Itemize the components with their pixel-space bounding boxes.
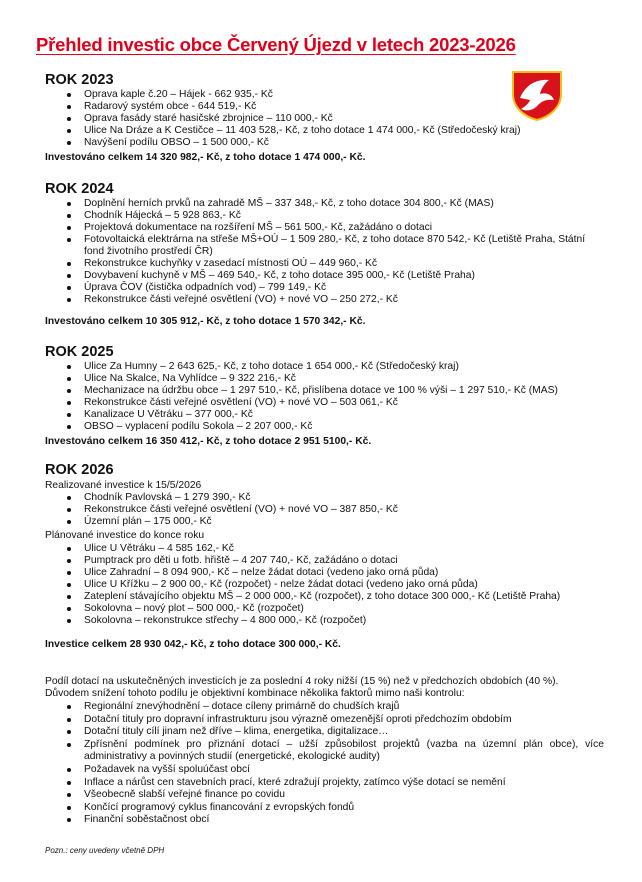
list-item: Dovybavení kuchyně v MŠ – 469 540,- Kč, z toho dotace 395 000,- Kč (Letiště Praha): [84, 270, 604, 282]
total-2024: Investováno celkem 10 305 912,- Kč, z toho dotace 1 570 342,- Kč.: [45, 316, 366, 327]
list-2024: [84, 198, 604, 306]
list-item: Ulice Zahradní – 8 094 900,- Kč – nelze žádat dotaci (vedeno jako orná půda): [84, 567, 604, 579]
list-item: Inflace a nárůst cen stavebních prací, které zdražují projekty, zatímco výše dotací se nemění: [84, 777, 604, 790]
list-item: Sokolovna – rekonstrukce střechy – 4 800 000,- Kč (rozpočet): [84, 615, 604, 627]
list-item: Projektová dokumentace na rozšíření MŠ – 561 500,- Kč, zažádáno o dotaci: [84, 222, 604, 234]
list-item: Zateplení stávajícího objektu MŠ – 2 000 000,- Kč (rozpočet), z toho dotace 300 000,- Kč (Letiště Praha): [84, 591, 604, 603]
total-2026: Investice celkem 28 930 042,- Kč, z toho dotace 300 000,- Kč.: [45, 639, 341, 650]
total-2025: Investováno celkem 16 350 412,- Kč, z toho dotace 2 951 5100,- Kč.: [45, 436, 372, 447]
heading-2025: ROK 2025: [45, 344, 114, 360]
list-item: Finanční soběstačnost obcí: [84, 814, 604, 827]
list-item: Doplnění herních prvků na zahradě MŠ – 337 348,- Kč, z toho dotace 304 800,- Kč (MAS): [84, 198, 604, 210]
list-item: Navýšení podílu OBSO – 1 500 000,- Kč: [84, 137, 604, 149]
list-item: Ulice U Větráku – 4 585 162,- Kč: [84, 543, 604, 555]
heading-2024: ROK 2024: [45, 181, 114, 197]
total-2023: Investováno celkem 14 320 982,- Kč, z toho dotace 1 474 000,- Kč.: [45, 152, 366, 163]
footnote: Pozn.: ceny uvedeny včetně DPH: [45, 846, 165, 855]
list-item: Dotační tituly cílí jinam než dříve – klima, energetika, digitalizace…: [84, 726, 604, 739]
heading-2026: ROK 2026: [45, 462, 114, 478]
list-2026-planned: [84, 543, 604, 627]
list-item: Pumptrack pro děti u fotb. hřiště – 4 207 740,- Kč, zažádáno o dotaci: [84, 555, 604, 567]
list-item: Mechanizace na údržbu obce – 1 297 510,- Kč, přislíbena dotace ve 100 % výši – 1 297 510,- Kč (MAS): [84, 385, 604, 397]
list-item: Rekonstrukce části veřejné osvětlení (VO) + nové VO – 503 061,- Kč: [84, 397, 604, 409]
list-item: Regionální znevýhodnění – dotace cíleny primárně do chudších krajů: [84, 701, 604, 714]
list-item: Oprava kaple č.20 – Hájek - 662 935,- Kč: [84, 89, 604, 101]
list-item: Požadavek na vyšší spoluúčast obcí: [84, 764, 604, 777]
list-item: Ulice Za Humny – 2 643 625,- Kč, z toho dotace 1 654 000,- Kč (Středočeský kraj): [84, 361, 604, 373]
summary-line: Důvodem snížení tohoto podílu je objektivní kombinace několika faktorů mimo naši kontrolu:: [45, 688, 465, 699]
planned-label: Plánované investice do konce roku: [45, 530, 205, 541]
list-item: Oprava fasády staré hasičské zbrojnice – 110 000,- Kč: [84, 113, 604, 125]
realized-label: Realizované investice k 15/5/2026: [45, 480, 202, 491]
list-item: Dotační tituly pro dopravní infrastrukturu jsou výrazně omezenější oproti předchozím obdobím: [84, 714, 604, 727]
list-item: Rekonstrukce kuchyňky v zasedací místnosti OÚ – 449 960,- Kč: [84, 258, 604, 270]
list-item: OBSO – vyplacení podílu Sokola – 2 207 000,- Kč: [84, 421, 604, 433]
list-item: Ulice Na Dráze a K Cestičce – 11 403 528,- Kč, z toho dotace 1 474 000,- Kč (Středočeský kraj): [84, 125, 604, 137]
list-item: Rekonstrukce části veřejné osvětlení (VO) + nové VO – 250 272,- Kč: [84, 294, 604, 306]
list-2023: [84, 89, 604, 149]
list-item: Sokolovna – nový plot – 500 000,- Kč (rozpočet): [84, 603, 604, 615]
list-item: Ulice U Křížku – 2 900 00,- Kč (rozpočet) - nelze žádat dotaci (vedeno jako orná půda): [84, 579, 604, 591]
list-item: Chodník Pavlovská – 1 279 390,- Kč: [84, 492, 604, 504]
list-item: Fotovoltaická elektrárna na střeše MŠ+OÚ – 1 509 280,- Kč, z toho dotace 870 542,- Kč (Letiště Praha, Státní fond životního prostředí ČR): [84, 234, 604, 258]
summary-line: Podíl dotací na uskutečněných investicích je za poslední 4 roky nižší (15 %) než v předchozích obdobích (40 %).: [45, 676, 559, 687]
summary-paragraph: [45, 676, 600, 700]
list-item: Ulice Na Skalce, Na Vyhlídce – 9 322 216,- Kč: [84, 373, 604, 385]
list-item: Končící programový cyklus financování z evropských fondů: [84, 802, 604, 815]
heading-2023: ROK 2023: [45, 72, 114, 88]
list-2026-realized: [84, 492, 604, 528]
list-item: Radarový systém obce - 644 519,- Kč: [84, 101, 604, 113]
list-item: Zpřísnění podmínek pro přiznání dotací – užší způsobilost projektů (vazba na územní plán obce), více administrativy a povinných studií (energetické, ekologické audity): [84, 738, 604, 763]
list-item: Kanalizace U Větráku – 377 000,- Kč: [84, 409, 604, 421]
list-item: Územní plán – 175 000,- Kč: [84, 516, 604, 528]
list-item: Chodník Hájecká – 5 928 863,- Kč: [84, 210, 604, 222]
list-item: Úprava ČOV (čistička odpadních vod) – 799 149,- Kč: [84, 282, 604, 294]
list-item: Rekonstrukce části veřejné osvětlení (VO) + nové VO – 387 850,- Kč: [84, 504, 604, 516]
reasons-list: [84, 701, 604, 827]
page-title: Přehled investic obce Červený Újezd v letech 2023-2026: [36, 34, 516, 55]
list-2025: [84, 361, 604, 433]
list-item: Všeobecně slabší veřejné finance po covidu: [84, 789, 604, 802]
